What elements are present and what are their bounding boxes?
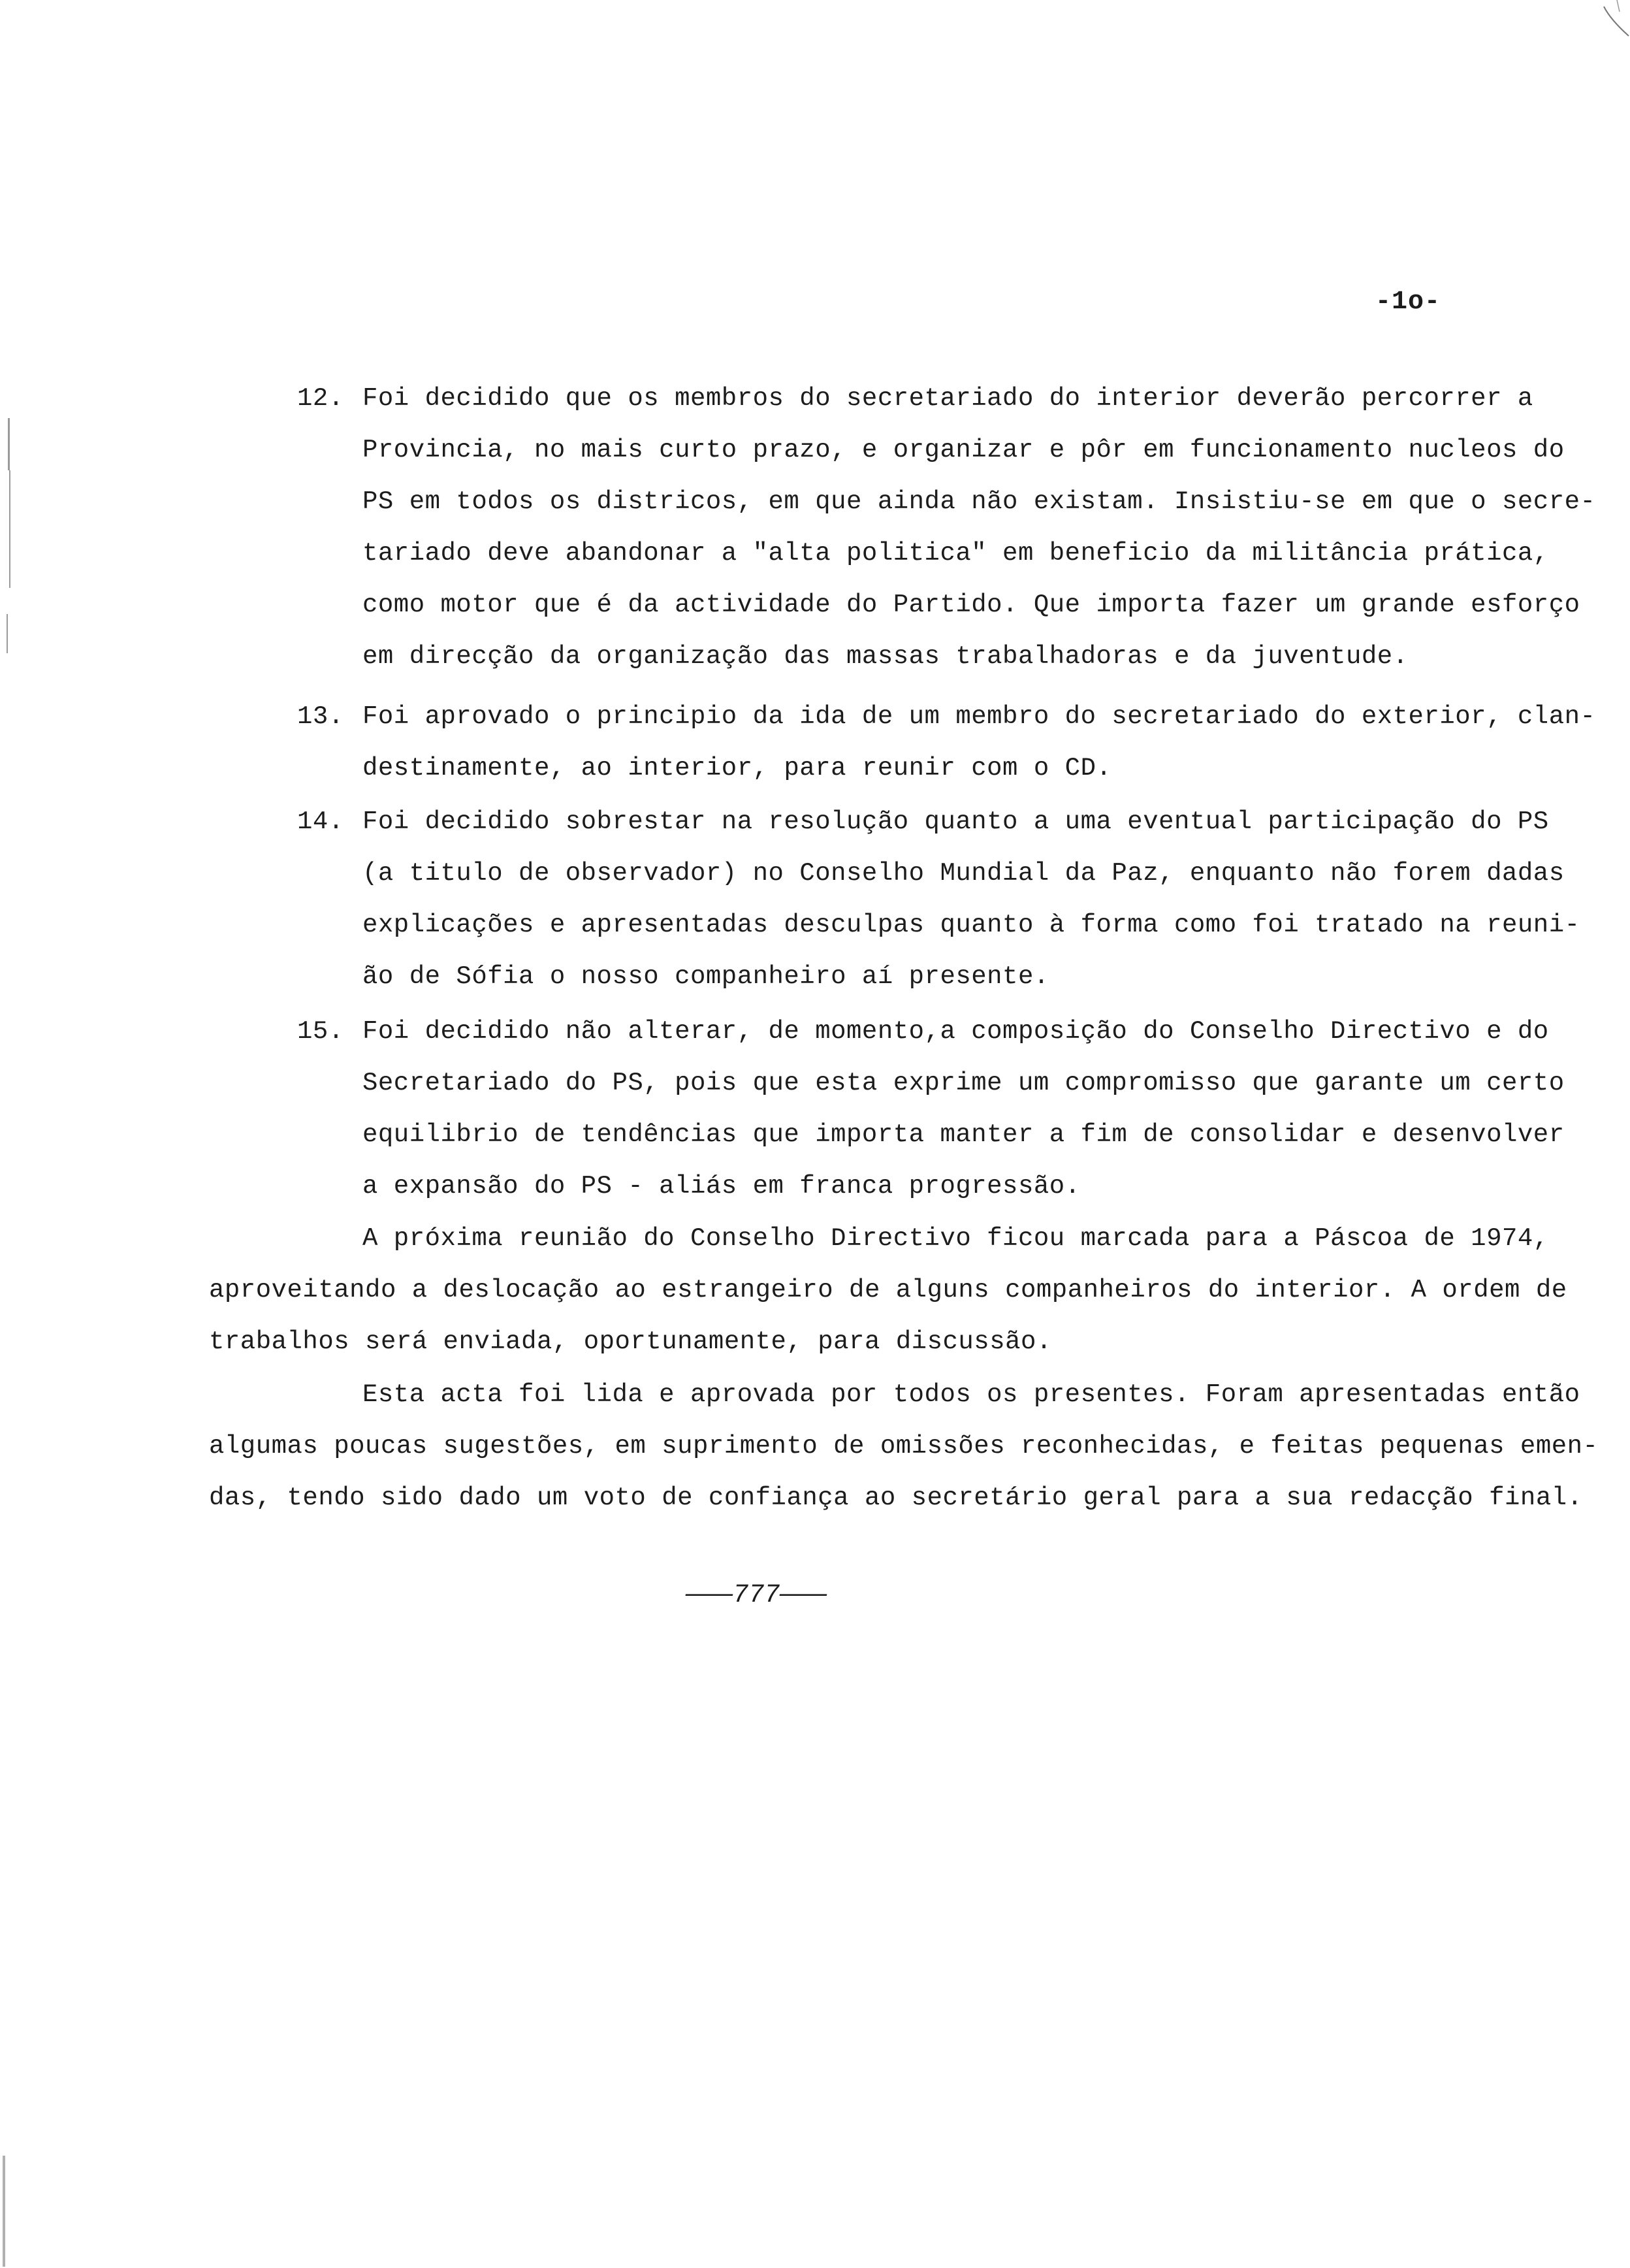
item-number: 15. [297, 1017, 344, 1046]
item-number: 13. [297, 702, 344, 731]
text-line: a expansão do PS - aliás em franca progressão. [362, 1172, 1081, 1201]
text-line: equilibrio de tendências que importa manter a fim de consolidar e desenvolver [362, 1120, 1565, 1149]
text-line: tariado deve abandonar a "alta politica" em beneficio da militância prática, [362, 539, 1549, 568]
paragraph [209, 1369, 1598, 1524]
margin-mark [7, 614, 8, 653]
text-line: Foi decidido não alterar, de momento,a composição do Conselho Directivo e do [362, 1017, 1549, 1046]
text-line: Secretariado do PS, pois que esta exprime um compromisso que garante um certo [362, 1069, 1565, 1097]
text-line: Foi decidido sobrestar na resolução quanto a uma eventual participação do PS [362, 807, 1549, 836]
item-number: 14. [297, 807, 344, 836]
scan-corner-mark [1591, 0, 1630, 39]
item-text [362, 373, 1595, 683]
text-line: das, tendo sido dado um voto de confiança ao secretário geral para a sua redacção final. [209, 1483, 1583, 1512]
page-number: -1o- [1375, 287, 1441, 317]
text-line: aproveitando a deslocação ao estrangeiro de alguns companheiros do interior. A ordem de [209, 1276, 1567, 1304]
margin-mark [3, 2156, 5, 2267]
text-line: PS em todos os districos, em que ainda não existam. Insistiu-se em que o secre- [362, 487, 1596, 516]
text-line: Foi decidido que os membros do secretariado do interior deverão percorrer a [362, 384, 1533, 413]
text-line: ão de Sófia o nosso companheiro aí presente. [362, 962, 1049, 991]
item-text [362, 691, 1595, 794]
margin-mark [8, 418, 10, 470]
text-line: Foi aprovado o principio da ida de um membro do secretariado do exterior, clan- [362, 702, 1596, 731]
closing-mark: ———777——— [686, 1581, 827, 1610]
text-line: em direcção da organização das massas trabalhadoras e da juventude. [362, 642, 1409, 671]
text-line: explicações e apresentadas desculpas quanto à forma como foi tratado na reuni- [362, 911, 1580, 939]
text-line: Esta acta foi lida e aprovada por todos os presentes. Foram apresentadas então [362, 1380, 1580, 1409]
text-line: A próxima reunião do Conselho Directivo ficou marcada para a Páscoa de 1974, [362, 1224, 1549, 1253]
text-line: como motor que é da actividade do Partido. Que importa fazer um grande esforço [362, 591, 1580, 619]
margin-mark [9, 470, 10, 588]
text-line: Provincia, no mais curto prazo, e organizar e pôr em funcionamento nucleos do [362, 436, 1565, 464]
item-number: 12. [297, 384, 344, 413]
text-line: algumas poucas sugestões, em suprimento de omissões reconhecidas, e feitas pequenas emen- [209, 1432, 1599, 1461]
item-text [362, 1006, 1565, 1212]
text-line: trabalhos será enviada, oportunamente, para discussão. [209, 1327, 1052, 1356]
text-line: (a titulo de observador) no Conselho Mundial da Paz, enquanto não forem dadas [362, 859, 1565, 888]
item-text [362, 796, 1580, 1003]
text-line: destinamente, ao interior, para reunir com o CD. [362, 754, 1112, 783]
paragraph [209, 1213, 1567, 1368]
